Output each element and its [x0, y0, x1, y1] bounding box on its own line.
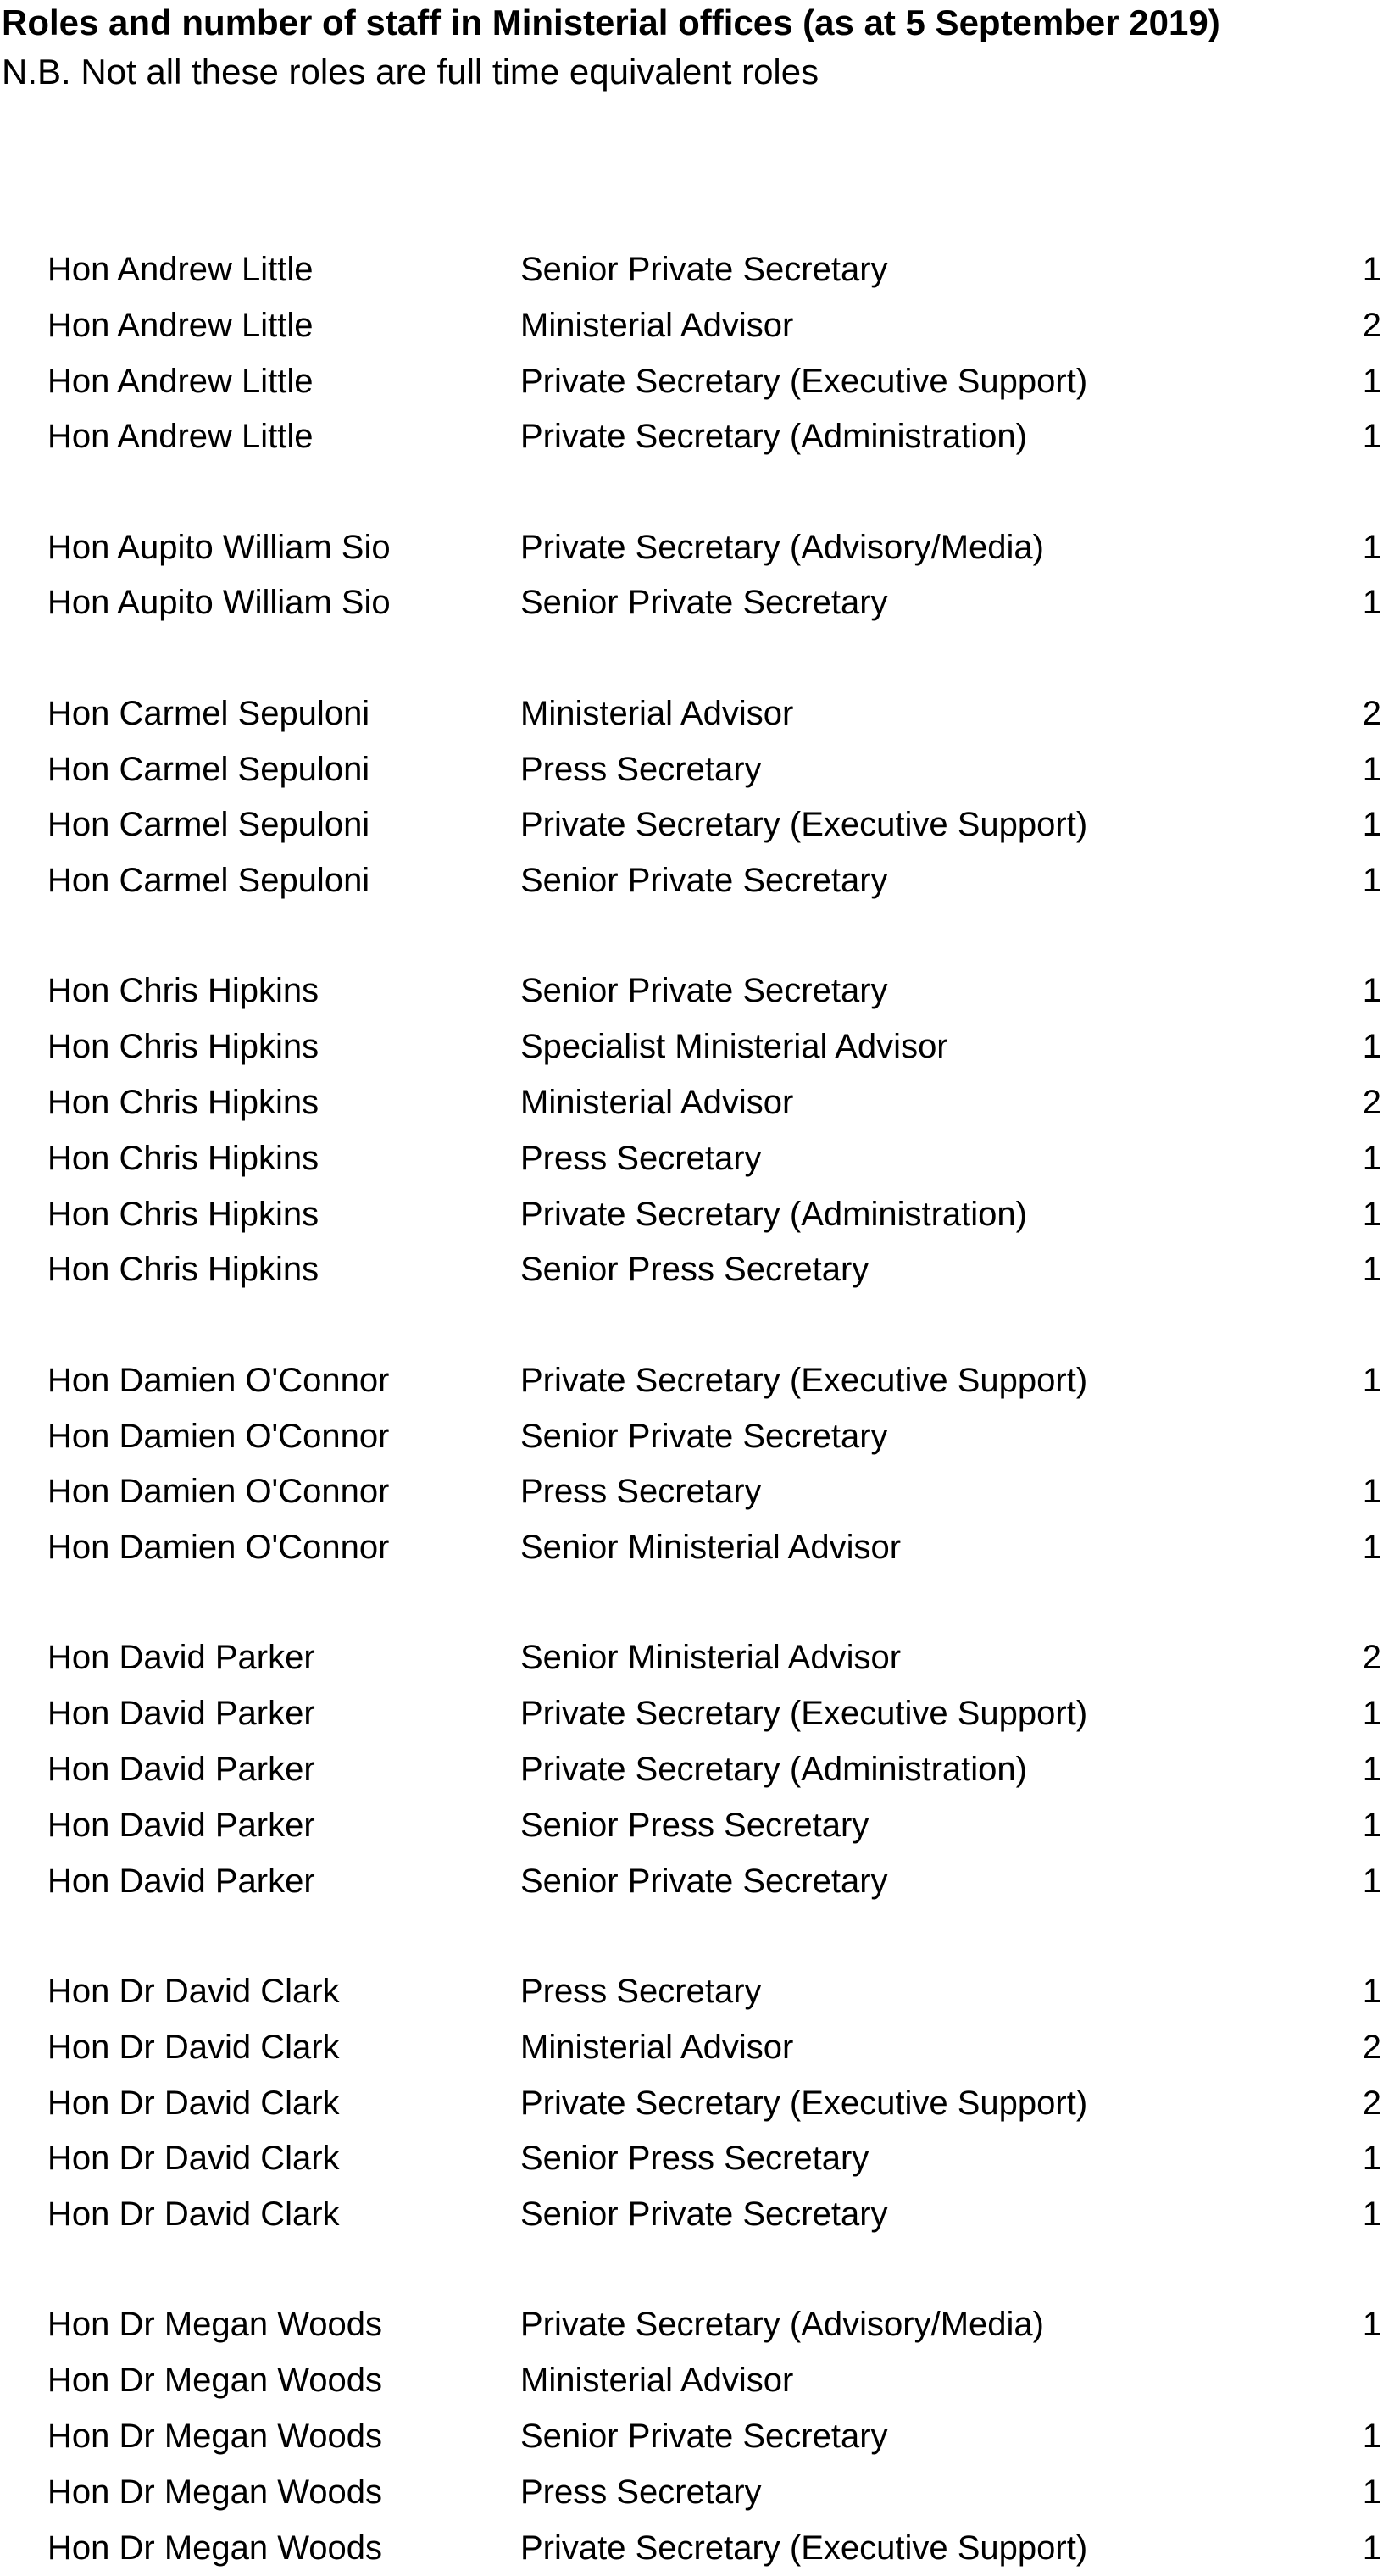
minister-name: Hon Damien O'Connor: [47, 1529, 390, 1567]
staff-role: Private Secretary (Advisory/Media): [520, 528, 1044, 566]
table-row: [0, 1023, 1383, 1070]
staff-count: 2: [1362, 2084, 1381, 2122]
staff-count: 1: [1362, 1751, 1381, 1789]
minister-name: Hon Damien O'Connor: [47, 1473, 390, 1511]
table-row: [0, 857, 1383, 904]
staff-count: 1: [1362, 251, 1381, 288]
staff-count: 1: [1362, 2473, 1381, 2511]
document-note: N.B. Not all these roles are full time equivalent roles: [2, 52, 819, 92]
staff-count: 1: [1362, 1139, 1381, 1177]
minister-name: Hon Aupito William Sio: [47, 528, 391, 566]
staff-role: Private Secretary (Administration): [520, 1195, 1027, 1233]
staff-count: 2: [1362, 2028, 1381, 2066]
staff-role: Ministerial Advisor: [520, 694, 794, 732]
table-row: [0, 302, 1383, 349]
staff-count: 2: [1362, 1084, 1381, 1122]
staff-count: 1: [1362, 1251, 1381, 1289]
staff-role: Senior Private Secretary: [520, 2196, 888, 2234]
table-row: [0, 1246, 1383, 1293]
minister-name: Hon Chris Hipkins: [47, 1084, 319, 1122]
staff-role: Private Secretary (Administration): [520, 418, 1027, 456]
staff-count: 2: [1362, 306, 1381, 344]
minister-name: Hon Carmel Sepuloni: [47, 694, 370, 732]
staff-count: 1: [1362, 362, 1381, 400]
table-row: [0, 1079, 1383, 1126]
table-row: [0, 1357, 1383, 1404]
staff-role: Senior Private Secretary: [520, 584, 888, 622]
staff-role: Specialist Ministerial Advisor: [520, 1028, 948, 1066]
staff-role: Senior Press Secretary: [520, 1806, 869, 1844]
minister-name: Hon Carmel Sepuloni: [47, 806, 370, 844]
staff-role: Private Secretary (Advisory/Media): [520, 2306, 1044, 2344]
minister-name: Hon Chris Hipkins: [47, 1028, 319, 1066]
staff-role: Private Secretary (Executive Support): [520, 2084, 1088, 2122]
staff-count: 2: [1362, 694, 1381, 732]
staff-count: 1: [1362, 1361, 1381, 1399]
staff-role: Senior Ministerial Advisor: [520, 1639, 902, 1677]
staff-role: Press Secretary: [520, 1473, 762, 1511]
staff-count: 1: [1362, 1695, 1381, 1733]
table-row: [0, 2412, 1383, 2460]
minister-name: Hon Andrew Little: [47, 362, 314, 400]
minister-name: Hon Dr David Clark: [47, 2084, 340, 2122]
staff-role: Ministerial Advisor: [520, 1084, 794, 1122]
staff-count: 1: [1362, 862, 1381, 900]
staff-count: 1: [1362, 1195, 1381, 1233]
staff-role: Press Secretary: [520, 1139, 762, 1177]
staff-role: Senior Private Secretary: [520, 1417, 888, 1455]
minister-name: Hon Aupito William Sio: [47, 584, 391, 622]
table-row: [0, 2024, 1383, 2071]
staff-count: 1: [1362, 2417, 1381, 2455]
table-row: [0, 1968, 1383, 2015]
minister-name: Hon Damien O'Connor: [47, 1361, 390, 1399]
staff-count: 2: [1362, 1639, 1381, 1677]
staff-count: 1: [1362, 1028, 1381, 1066]
minister-name: Hon David Parker: [47, 1639, 315, 1677]
minister-name: Hon Andrew Little: [47, 306, 314, 344]
staff-role: Private Secretary (Executive Support): [520, 1695, 1088, 1733]
table-row: [0, 690, 1383, 737]
staff-role: Private Secretary (Executive Support): [520, 1361, 1088, 1399]
table-row: [0, 1468, 1383, 1515]
minister-name: Hon Dr David Clark: [47, 1972, 340, 2010]
minister-name: Hon David Parker: [47, 1695, 315, 1733]
minister-name: Hon Dr Megan Woods: [47, 2362, 382, 2400]
staff-count: 1: [1362, 2196, 1381, 2234]
table-row: [0, 1802, 1383, 1849]
staff-role: Senior Private Secretary: [520, 1862, 888, 1900]
document-title: Roles and number of staff in Ministerial offices (as at 5 September 2019): [2, 3, 1220, 42]
staff-role: Press Secretary: [520, 750, 762, 788]
table-row: [0, 413, 1383, 460]
minister-name: Hon Andrew Little: [47, 251, 314, 288]
staff-count: 1: [1362, 1806, 1381, 1844]
table-row: [0, 1524, 1383, 1571]
table-row: [0, 1413, 1383, 1460]
table-row: [0, 1746, 1383, 1793]
table-row: [0, 2190, 1383, 2238]
staff-count: 1: [1362, 2529, 1381, 2567]
minister-name: Hon Dr Megan Woods: [47, 2417, 382, 2455]
staff-role: Private Secretary (Administration): [520, 1751, 1027, 1789]
table-row: [0, 2524, 1383, 2572]
table-row: [0, 358, 1383, 405]
minister-name: Hon Dr Megan Woods: [47, 2529, 382, 2567]
table-row: [0, 1857, 1383, 1905]
table-row: [0, 2301, 1383, 2348]
staff-count: 1: [1362, 418, 1381, 456]
staff-role: Senior Private Secretary: [520, 862, 888, 900]
staff-count: 1: [1362, 750, 1381, 788]
staff-role: Senior Private Secretary: [520, 2417, 888, 2455]
minister-name: Hon Dr Megan Woods: [47, 2306, 382, 2344]
staff-role: Press Secretary: [520, 2473, 762, 2511]
minister-name: Hon Dr David Clark: [47, 2196, 340, 2234]
table-row: [0, 1135, 1383, 1182]
staff-role: Ministerial Advisor: [520, 2028, 794, 2066]
minister-name: Hon David Parker: [47, 1751, 315, 1789]
minister-name: Hon Chris Hipkins: [47, 972, 319, 1010]
table-row: [0, 1634, 1383, 1681]
minister-name: Hon Carmel Sepuloni: [47, 750, 370, 788]
table-row: [0, 2135, 1383, 2182]
minister-name: Hon Chris Hipkins: [47, 1139, 319, 1177]
minister-name: Hon Dr David Clark: [47, 2028, 340, 2066]
minister-name: Hon Dr David Clark: [47, 2140, 340, 2178]
minister-name: Hon David Parker: [47, 1806, 315, 1844]
minister-name: Hon Dr Megan Woods: [47, 2473, 382, 2511]
table-row: [0, 246, 1383, 293]
staff-role: Press Secretary: [520, 1972, 762, 2010]
minister-name: Hon Carmel Sepuloni: [47, 862, 370, 900]
table-row: [0, 1191, 1383, 1238]
staff-count: 1: [1362, 1862, 1381, 1900]
minister-name: Hon Andrew Little: [47, 418, 314, 456]
staff-role: Private Secretary (Executive Support): [520, 2529, 1088, 2567]
staff-role: Senior Private Secretary: [520, 251, 888, 288]
staff-count: 1: [1362, 806, 1381, 844]
staff-count: 1: [1362, 2140, 1381, 2178]
table-row: [0, 1690, 1383, 1737]
staff-count: 1: [1362, 1972, 1381, 2010]
staff-role: Private Secretary (Executive Support): [520, 806, 1088, 844]
minister-name: Hon Chris Hipkins: [47, 1251, 319, 1289]
minister-name: Hon Chris Hipkins: [47, 1195, 319, 1233]
staff-role: Ministerial Advisor: [520, 2362, 794, 2400]
table-row: [0, 2468, 1383, 2516]
table-row: [0, 579, 1383, 626]
staff-role: Private Secretary (Executive Support): [520, 362, 1088, 400]
staff-role: Senior Ministerial Advisor: [520, 1529, 902, 1567]
table-row: [0, 746, 1383, 793]
minister-name: Hon Damien O'Connor: [47, 1417, 390, 1455]
table-row: [0, 524, 1383, 571]
staff-count: 1: [1362, 972, 1381, 1010]
staff-count: 1: [1362, 1529, 1381, 1567]
table-row: [0, 2079, 1383, 2127]
staff-role: Senior Press Secretary: [520, 2140, 869, 2178]
staff-count: 1: [1362, 2306, 1381, 2344]
staff-count: 1: [1362, 584, 1381, 622]
staff-role: Ministerial Advisor: [520, 306, 794, 344]
staff-count: 1: [1362, 528, 1381, 566]
minister-name: Hon David Parker: [47, 1862, 315, 1900]
staff-role: Senior Private Secretary: [520, 972, 888, 1010]
table-row: [0, 967, 1383, 1014]
table-row: [0, 2357, 1383, 2404]
table-row: [0, 801, 1383, 848]
staff-count: 1: [1362, 1473, 1381, 1511]
staff-role: Senior Press Secretary: [520, 1251, 869, 1289]
